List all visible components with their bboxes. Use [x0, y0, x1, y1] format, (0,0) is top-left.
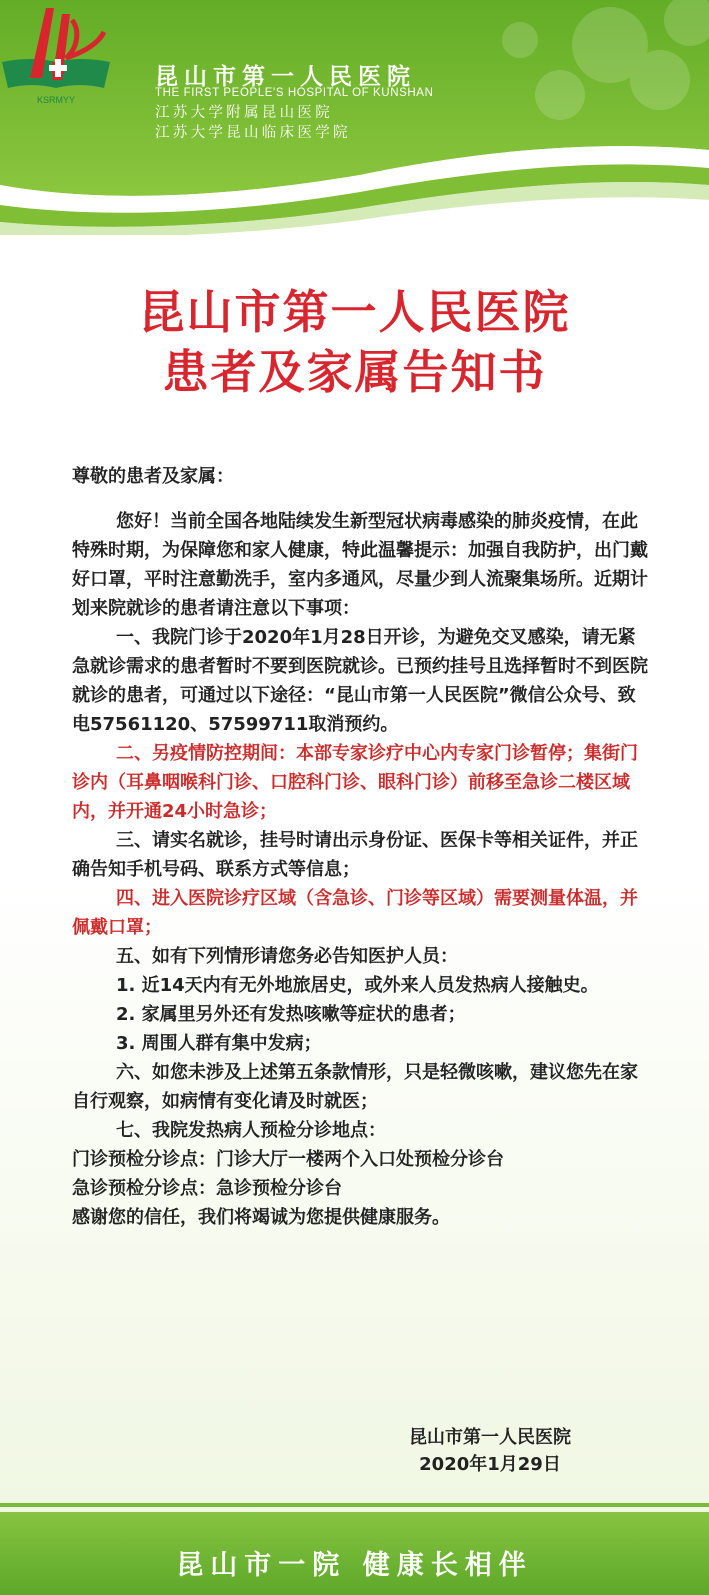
signature-block: [380, 1424, 600, 1478]
paragraph-item-1: 一、我院门诊于2020年1月28日开诊，为避免交叉感染，请无紧急就诊需求的患者暂时不要到医院就诊。已预约挂号且选择暂时不到医院就诊的患者，可通过以下途径：“昆山市第一人民医院”微信公众号、致电57561120、57599711取消预约。: [72, 627, 648, 735]
paragraph-item-5-1: 1. 近14天内有无外地旅居史，或外来人员发热病人接触史。: [116, 975, 599, 996]
paragraph-item-5-3: 3. 周围人群有集中发病；: [116, 1033, 322, 1054]
footer-divider: [0, 1503, 709, 1507]
paragraph-intro: 您好！当前全国各地陆续发生新型冠状病毒感染的肺炎疫情，在此特殊时期，为保障您和家人健康，特此温馨提示：加强自我防护，出门戴好口罩，平时注意勤洗手，室内多通风，尽量少到人流聚集场所。近期计划来院就诊的患者请注意以下事项：: [72, 511, 648, 619]
hospital-name-en: THE FIRST PEOPLE'S HOSPITAL OF KUNSHAN: [155, 87, 434, 99]
paragraph-item-4: 四、进入医院诊疗区域（含急诊、门诊等区域）需要测量体温，并佩戴口罩；: [72, 888, 638, 938]
signature-date: 2020年1月29日: [419, 1454, 561, 1475]
paragraph-item-6: 六、如您未涉及上述第五条款情形，只是轻微咳嗽，建议您先在家自行观察，如病情有变化请及时就医；: [72, 1062, 638, 1112]
hospital-logo-icon: [0, 0, 112, 106]
signature-org: 昆山市第一人民医院: [409, 1427, 571, 1448]
title-line-2: 患者及家属告知书: [162, 345, 547, 399]
footer-slogan: 昆山市一院 健康长相伴: [176, 1550, 533, 1581]
title-line-1: 昆山市第一人民医院: [138, 285, 571, 339]
hospital-affiliation-2: 江苏大学昆山临床医学院: [155, 125, 351, 141]
hospital-name-cn: 昆山市第一人民医院: [155, 63, 416, 90]
salutation: 尊敬的患者及家属：: [72, 466, 234, 487]
paragraph-item-2: 二、另疫情防控期间：本部专家诊疗中心内专家门诊暂停；集街门诊内（耳鼻咽喉科门诊、口腔科门诊、眼科门诊）前移至急诊二楼区域内，并开通24小时急诊；: [72, 743, 638, 822]
header-banner: [0, 0, 709, 235]
closing-thanks: 感谢您的信任，我们将竭诚为您提供健康服务。: [72, 1207, 450, 1228]
hospital-affiliation-1: 江苏大学附属昆山医院: [155, 105, 333, 121]
paragraph-item-5: 五、如有下列情形请您务必告知医护人员：: [116, 946, 458, 967]
paragraph-item-3: 三、请实名就诊，挂号时请出示身份证、医保卡等相关证件，并正确告知手机号码、联系方式等信息；: [72, 830, 638, 880]
paragraph-item-5-2: 2. 家属里另外还有发热咳嗽等症状的患者；: [116, 1004, 466, 1025]
notice-title: [0, 282, 709, 402]
notice-body: [72, 462, 652, 1232]
logo-text: KSRMYY: [36, 95, 76, 105]
outpatient-triage-point: 门诊预检分诊点：门诊大厅一楼两个入口处预检分诊台: [72, 1149, 504, 1170]
paragraph-item-7: 七、我院发热病人预检分诊地点：: [116, 1120, 386, 1141]
emergency-triage-point: 急诊预检分诊点：急诊预检分诊台: [72, 1178, 342, 1199]
